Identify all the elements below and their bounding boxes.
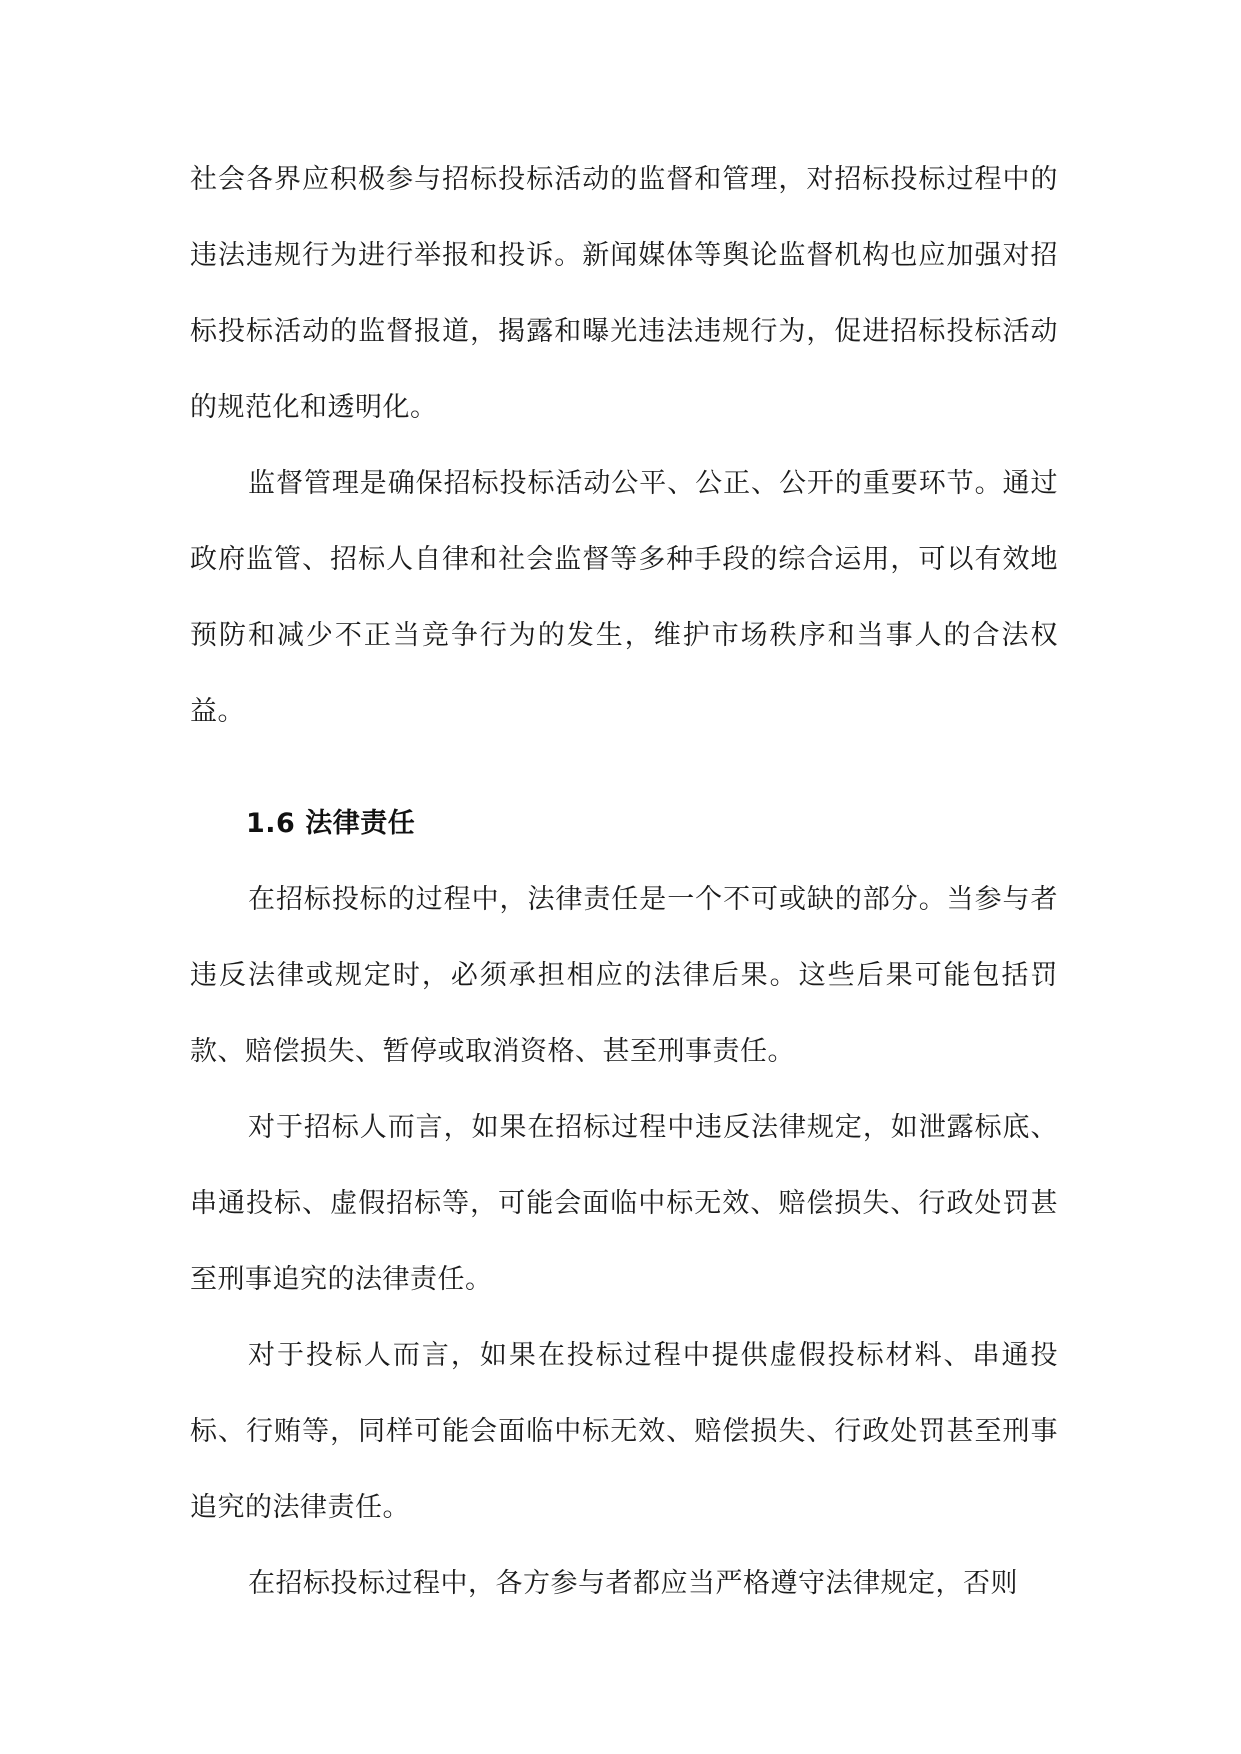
- paragraph-legal-liability-intro: 在招标投标的过程中，法律责任是一个不可或缺的部分。当参与者违反法律或规定时，必须承担相应的法律后果。这些后果可能包括罚款、赔偿损失、暂停或取消资格、甚至刑事责任。: [190, 884, 1058, 1067]
- document-body: [190, 142, 1058, 1622]
- section-spacer: [190, 750, 1058, 786]
- paragraph-compliance: 在招标投标过程中，各方参与者都应当严格遵守法律规定，否则: [248, 1568, 1018, 1599]
- section-heading: 1.6 法律责任: [246, 808, 416, 839]
- paragraph-supervision-summary: 监督管理是确保招标投标活动公平、公正、公开的重要环节。通过政府监管、招标人自律和社会监督等多种手段的综合运用，可以有效地预防和减少不正当竞争行为的发生，维护市场秩序和当事人的合法权益。: [190, 468, 1058, 727]
- paragraph-tenderer-liability: 对于招标人而言，如果在招标过程中违反法律规定，如泄露标底、串通投标、虚假招标等，可能会面临中标无效、赔偿损失、行政处罚甚至刑事追究的法律责任。: [190, 1112, 1058, 1295]
- paragraph-bidder-liability: 对于投标人而言，如果在投标过程中提供虚假投标材料、串通投标、行贿等，同样可能会面临中标无效、赔偿损失、行政处罚甚至刑事追究的法律责任。: [190, 1340, 1058, 1523]
- paragraph-social-supervision: 社会各界应积极参与招标投标活动的监督和管理，对招标投标过程中的违法违规行为进行举报和投诉。新闻媒体等舆论监督机构也应加强对招标投标活动的监督报道，揭露和曝光违法违规行为，促进招标投标活动的规范化和透明化。: [190, 164, 1058, 423]
